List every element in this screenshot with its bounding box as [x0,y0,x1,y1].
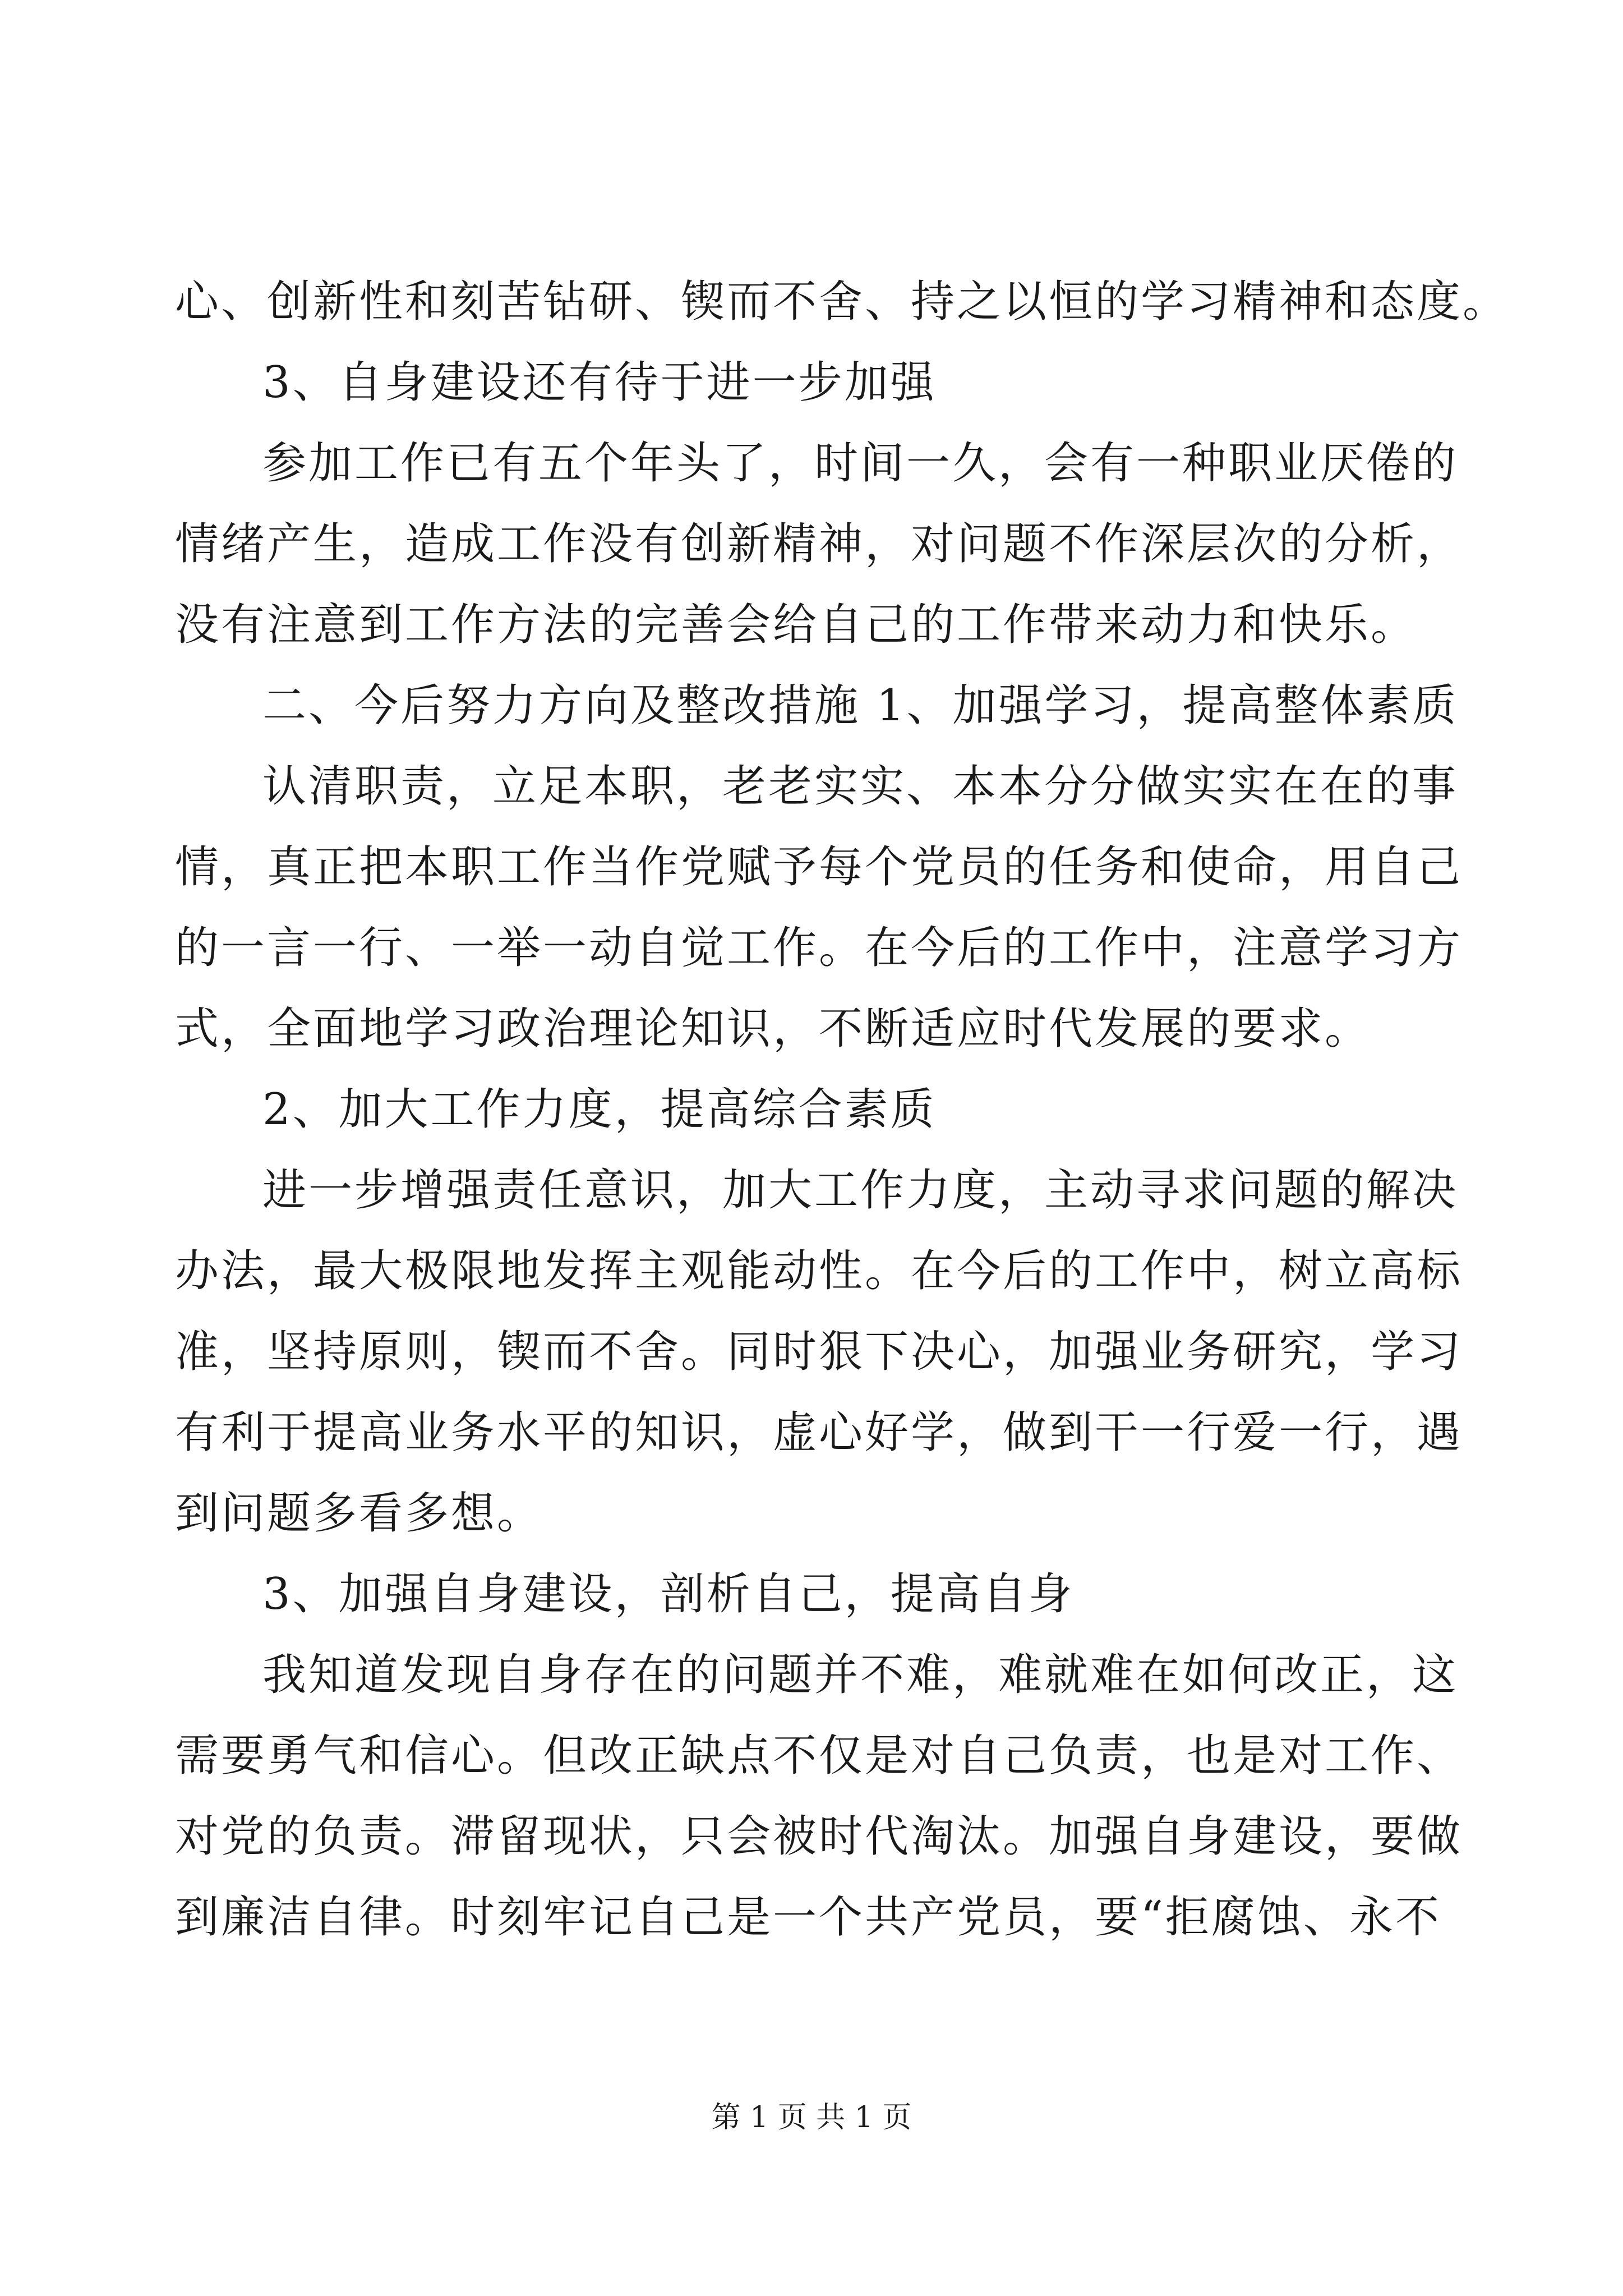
text-line: 进一步增强责任意识，加大工作力度，主动寻求问题的解决 [262,1165,1459,1216]
text-line: 2、加大工作力度，提高综合素质 [262,1084,937,1135]
text-line: 需要勇气和信心。但改正缺点不仅是对自己负责，也是对工作、 [175,1731,1463,1781]
text-line: 准，坚持原则，锲而不舍。同时狠下决心，加强业务研究，学习 [175,1327,1463,1377]
text-line: 式，全面地学习政治理论知识，不断适应时代发展的要求。 [175,1004,1371,1054]
text-line: 二、今后努力方向及整改措施 1、加强学习，提高整体素质 [262,680,1459,731]
text-line: 我知道发现自身存在的问题并不难，难就难在如何改正，这 [262,1650,1459,1700]
text-line: 参加工作已有五个年头了，时间一久，会有一种职业厌倦的 [262,438,1459,489]
text-line: 3、加强自身建设，剖析自己，提高自身 [262,1569,1075,1619]
document-body [175,261,1509,1958]
text-line: 没有注意到工作方法的完善会给自己的工作带来动力和快乐。 [175,600,1417,650]
text-line: 对党的负责。滞留现状，只会被时代淘汰。加强自身建设，要做 [175,1811,1463,1862]
text-line: 办法，最大极限地发挥主观能动性。在今后的工作中，树立高标 [175,1246,1463,1296]
text-line: 有利于提高业务水平的知识，虚心好学，做到干一行爱一行，遇 [175,1407,1463,1458]
text-line: 3、自身建设还有待于进一步加强 [262,357,937,408]
text-line: 到廉洁自律。时刻牢记自己是一个共产党员，要“拒腐蚀、永不 [175,1892,1441,1943]
text-line: 的一言一行、一举一动自觉工作。在今后的工作中，注意学习方 [175,923,1463,973]
page-number-footer: 第 1 页 共 1 页 [711,2101,912,2134]
text-line: 情，真正把本职工作当作党赋予每个党员的任务和使命，用自己 [175,842,1463,892]
text-line: 到问题多看多想。 [175,1488,543,1539]
text-line: 心、创新性和刻苦钻研、锲而不舍、持之以恒的学习精神和态度。 [175,277,1509,327]
text-line: 认清职责，立足本职，老老实实、本本分分做实实在在的事 [262,761,1459,812]
text-line: 情绪产生，造成工作没有创新精神，对问题不作深层次的分析， [175,519,1463,569]
